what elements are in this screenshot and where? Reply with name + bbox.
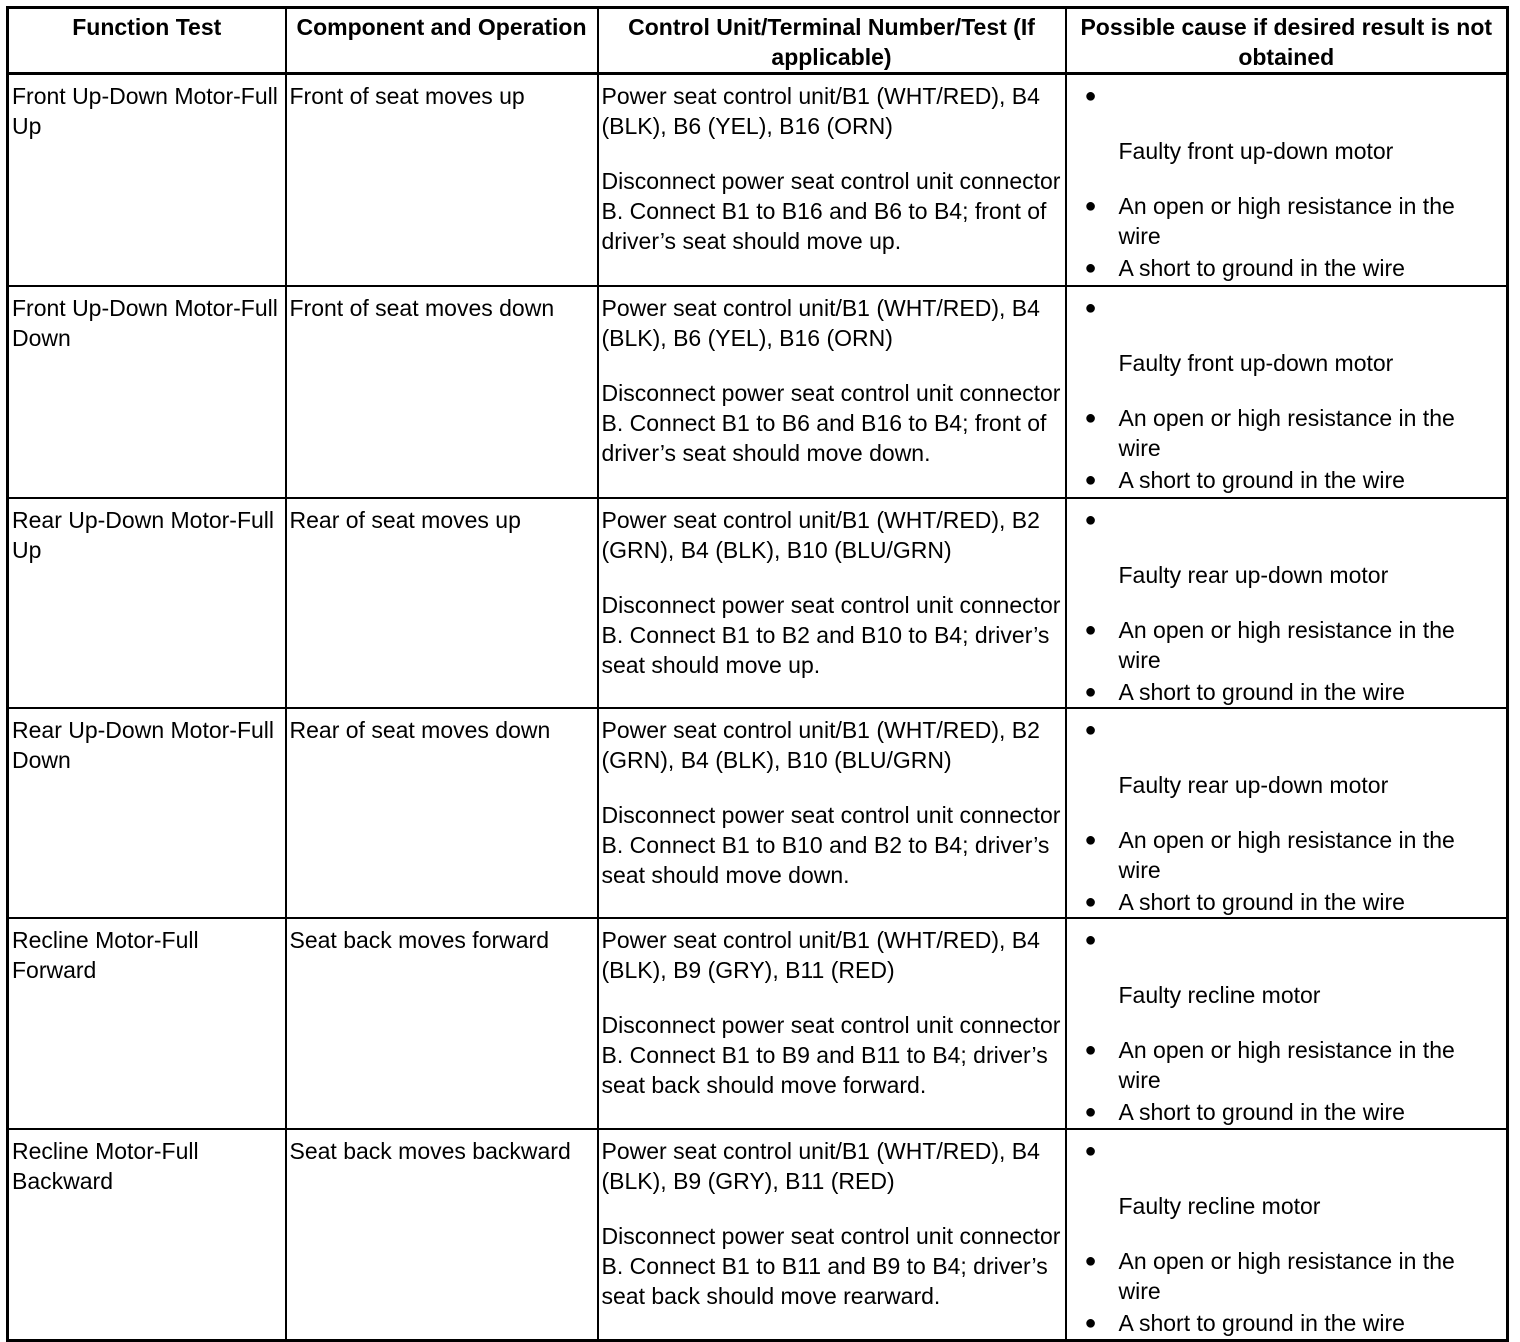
cause-item [1085, 980, 1488, 1010]
cause-item [1085, 293, 1488, 323]
control-unit-cell [598, 918, 1066, 1129]
cause-text: An open or high resistance in the wire [1118, 616, 1455, 673]
function-test-cell: Rear Up-Down Motor-Full Down [8, 708, 286, 918]
cause-item [1085, 1191, 1488, 1221]
test-procedure: Disconnect power seat control unit connector B. Connect B1 to B16 and B6 to B4; front of driver’s seat should move up. [601, 168, 1061, 254]
cause-item [1085, 677, 1488, 707]
cause-item [1085, 715, 1488, 745]
possible-cause-cell [1066, 74, 1508, 286]
cause-item [1085, 1097, 1488, 1127]
cause-text: An open or high resistance in the wire [1118, 1247, 1455, 1304]
test-procedure: Disconnect power seat control unit connector B. Connect B1 to B9 and B11 to B4; driver’s seat back should move forward. [601, 1011, 1061, 1098]
cause-item [1085, 925, 1488, 955]
possible-cause-cell [1066, 286, 1508, 498]
bullet-icon: ● [1084, 1038, 1097, 1061]
cause-text: An open or high resistance in the wire [1118, 1036, 1455, 1093]
terminal-list: Power seat control unit/B1 (WHT/RED), B4 (BLK), B9 (GRY), B11 (RED) [601, 926, 1040, 983]
function-test-cell: Front Up-Down Motor-Full Up [8, 74, 286, 286]
test-procedure: Disconnect power seat control unit connector B. Connect B1 to B6 and B16 to B4; front of driver’s seat should move down. [601, 379, 1061, 466]
cause-text: A short to ground in the wire [1118, 888, 1405, 915]
bullet-icon: ● [1084, 468, 1097, 491]
table-row [8, 1129, 1508, 1341]
cause-item [1085, 465, 1488, 495]
function-test-cell: Rear Up-Down Motor-Full Up [8, 498, 286, 708]
control-unit-cell [598, 286, 1066, 498]
component-operation-cell: Seat back moves forward [286, 918, 598, 1129]
cause-text: A short to ground in the wire [1118, 1098, 1405, 1125]
cause-text: Faulty front up-down motor [1118, 138, 1394, 164]
bullet-icon: ● [1084, 1100, 1097, 1123]
table-row [8, 918, 1508, 1129]
component-operation-cell: Rear of seat moves down [286, 708, 598, 918]
header-control-unit: Control Unit/Terminal Number/Test (If applicable) [598, 8, 1066, 74]
cause-text: Faulty recline motor [1118, 981, 1321, 1008]
bullet-icon: ● [1084, 1311, 1097, 1334]
cause-item [1085, 136, 1488, 166]
cause-item [1085, 253, 1488, 283]
cause-item [1085, 887, 1488, 917]
header-possible-cause: Possible cause if desired result is not obtained [1066, 8, 1508, 74]
function-test-table [6, 6, 1509, 1342]
table-row [8, 286, 1508, 498]
possible-cause-cell [1066, 498, 1508, 708]
table-row [8, 498, 1508, 708]
cause-item [1085, 825, 1488, 885]
cause-item [1085, 1136, 1488, 1166]
component-operation-cell: Front of seat moves up [286, 74, 598, 286]
terminal-list: Power seat control unit/B1 (WHT/RED), B2 (GRN), B4 (BLK), B10 (BLU/GRN) [601, 506, 1040, 563]
function-test-cell: Recline Motor-Full Forward [8, 918, 286, 1129]
cause-text: Faulty rear up-down motor [1118, 771, 1389, 798]
table-row [8, 74, 1508, 286]
cause-text: An open or high resistance in the wire [1118, 826, 1455, 883]
bullet-icon: ● [1084, 618, 1097, 641]
component-operation-cell: Rear of seat moves up [286, 498, 598, 708]
cause-text: A short to ground in the wire [1118, 466, 1405, 493]
cause-text: An open or high resistance in the wire [1118, 404, 1455, 461]
terminal-list: Power seat control unit/B1 (WHT/RED), B4 (BLK), B6 (YEL), B16 (ORN) [601, 294, 1040, 351]
possible-cause-cell [1066, 708, 1508, 918]
cause-text: Faulty front up-down motor [1118, 349, 1394, 376]
cause-text: Faulty rear up-down motor [1118, 561, 1389, 588]
cause-item [1085, 81, 1488, 111]
bullet-icon: ● [1084, 928, 1097, 951]
bullet-icon: ● [1084, 680, 1097, 703]
cause-text: A short to ground in the wire [1118, 678, 1405, 705]
possible-cause-cell [1066, 1129, 1508, 1341]
bullet-icon: ● [1084, 195, 1097, 217]
component-operation-cell: Seat back moves backward [286, 1129, 598, 1341]
test-procedure: Disconnect power seat control unit connector B. Connect B1 to B2 and B10 to B4; driver’s seat should move up. [601, 591, 1061, 678]
control-unit-cell [598, 708, 1066, 918]
cause-item [1085, 191, 1488, 251]
cause-text: An open or high resistance in the wire [1118, 193, 1455, 249]
function-test-cell: Front Up-Down Motor-Full Down [8, 286, 286, 498]
terminal-list: Power seat control unit/B1 (WHT/RED), B2 (GRN), B4 (BLK), B10 (BLU/GRN) [601, 716, 1040, 773]
cause-item [1085, 770, 1488, 800]
terminal-list: Power seat control unit/B1 (WHT/RED), B4 (BLK), B9 (GRY), B11 (RED) [601, 1137, 1040, 1194]
control-unit-cell [598, 1129, 1066, 1341]
bullet-icon: ● [1084, 1249, 1097, 1272]
test-procedure: Disconnect power seat control unit connector B. Connect B1 to B11 and B9 to B4; driver’s seat back should move rearward. [601, 1222, 1061, 1309]
header-function-test: Function Test [8, 8, 286, 74]
cause-item [1085, 1035, 1488, 1095]
cause-text: A short to ground in the wire [1118, 255, 1405, 281]
function-test-cell: Recline Motor-Full Backward [8, 1129, 286, 1341]
bullet-icon: ● [1084, 508, 1097, 531]
table-row [8, 708, 1508, 918]
cause-item [1085, 403, 1488, 463]
cause-item [1085, 615, 1488, 675]
header-row [8, 8, 1508, 74]
component-operation-cell: Front of seat moves down [286, 286, 598, 498]
bullet-icon: ● [1084, 890, 1097, 913]
cause-item [1085, 505, 1488, 535]
cause-item [1085, 348, 1488, 378]
cause-item [1085, 560, 1488, 590]
control-unit-cell [598, 498, 1066, 708]
test-procedure: Disconnect power seat control unit connector B. Connect B1 to B10 and B2 to B4; driver’s seat should move down. [601, 801, 1061, 888]
cause-item [1085, 1246, 1488, 1306]
possible-cause-cell [1066, 918, 1508, 1129]
header-component: Component and Operation [286, 8, 598, 74]
bullet-icon: ● [1084, 296, 1097, 319]
cause-text: A short to ground in the wire [1118, 1309, 1405, 1336]
bullet-icon: ● [1084, 406, 1097, 429]
bullet-icon: ● [1084, 1139, 1097, 1162]
terminal-list: Power seat control unit/B1 (WHT/RED), B4 (BLK), B6 (YEL), B16 (ORN) [601, 83, 1040, 139]
bullet-icon: ● [1084, 828, 1097, 851]
cause-item [1085, 1308, 1488, 1338]
bullet-icon: ● [1084, 85, 1097, 107]
bullet-icon: ● [1084, 257, 1097, 279]
bullet-icon: ● [1084, 718, 1097, 741]
control-unit-cell [598, 74, 1066, 286]
cause-text: Faulty recline motor [1118, 1192, 1321, 1219]
